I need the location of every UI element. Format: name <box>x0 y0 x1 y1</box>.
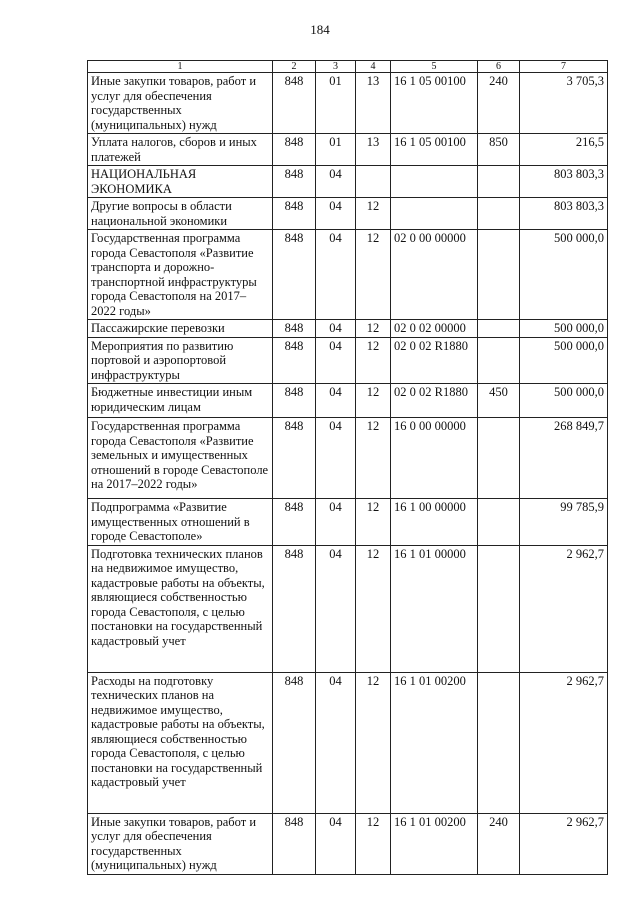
row-subsection-cell: 13 <box>356 134 391 166</box>
row-section-cell: 04 <box>316 418 356 499</box>
row-name-cell: Уплата налогов, сборов и иных платежей <box>88 134 273 166</box>
row-gr-code-cell: 848 <box>273 672 316 813</box>
row-name-cell: Государственная программа города Севастополя «Развитие земельных и имущественных отношений в городе Севастополе на 2017–2022 годы» <box>88 418 273 499</box>
row-target-article-cell <box>391 198 478 230</box>
row-name-cell: НАЦИОНАЛЬНАЯ ЭКОНОМИКА <box>88 166 273 198</box>
table-row <box>88 134 608 166</box>
row-subsection-cell: 12 <box>356 672 391 813</box>
row-expense-type-cell <box>478 320 520 338</box>
row-name-cell: Мероприятия по развитию портовой и аэропортовой инфраструктуры <box>88 337 273 384</box>
row-amount-cell: 2 962,7 <box>520 545 608 672</box>
row-target-article-cell: 02 0 02 R1880 <box>391 384 478 418</box>
row-target-article-cell: 16 1 01 00200 <box>391 813 478 874</box>
row-subsection-cell: 13 <box>356 73 391 134</box>
row-amount-cell: 803 803,3 <box>520 198 608 230</box>
table-row <box>88 166 608 198</box>
column-header: 4 <box>356 61 391 73</box>
table-row <box>88 384 608 418</box>
row-target-article-cell: 16 1 05 00100 <box>391 134 478 166</box>
row-expense-type-cell: 240 <box>478 73 520 134</box>
row-amount-cell: 2 962,7 <box>520 672 608 813</box>
column-header: 7 <box>520 61 608 73</box>
row-name-cell: Бюджетные инвестиции иным юридическим лицам <box>88 384 273 418</box>
table-row <box>88 499 608 546</box>
row-target-article-cell <box>391 166 478 198</box>
row-section-cell: 04 <box>316 230 356 320</box>
row-expense-type-cell <box>478 198 520 230</box>
row-expense-type-cell: 240 <box>478 813 520 874</box>
row-amount-cell: 2 962,7 <box>520 813 608 874</box>
table-row <box>88 320 608 338</box>
table-row <box>88 230 608 320</box>
row-section-cell: 01 <box>316 73 356 134</box>
row-gr-code-cell: 848 <box>273 320 316 338</box>
row-target-article-cell: 16 1 01 00200 <box>391 672 478 813</box>
column-header: 5 <box>391 61 478 73</box>
column-header: 2 <box>273 61 316 73</box>
row-target-article-cell: 02 0 02 00000 <box>391 320 478 338</box>
row-gr-code-cell: 848 <box>273 166 316 198</box>
row-amount-cell: 500 000,0 <box>520 320 608 338</box>
row-amount-cell: 3 705,3 <box>520 73 608 134</box>
row-gr-code-cell: 848 <box>273 73 316 134</box>
row-subsection-cell: 12 <box>356 545 391 672</box>
row-name-cell: Подготовка технических планов на недвижимое имущество, кадастровые работы на объекты, являющиеся собственностью города Севастополя, с целью постановки на государственный кадастровый учет <box>88 545 273 672</box>
row-gr-code-cell: 848 <box>273 499 316 546</box>
row-gr-code-cell: 848 <box>273 337 316 384</box>
table-row <box>88 73 608 134</box>
row-gr-code-cell: 848 <box>273 418 316 499</box>
row-amount-cell: 500 000,0 <box>520 230 608 320</box>
row-expense-type-cell <box>478 230 520 320</box>
column-header: 6 <box>478 61 520 73</box>
row-name-cell: Подпрограмма «Развитие имущественных отношений в городе Севастополе» <box>88 499 273 546</box>
row-subsection-cell: 12 <box>356 813 391 874</box>
row-amount-cell: 268 849,7 <box>520 418 608 499</box>
row-target-article-cell: 16 1 01 00000 <box>391 545 478 672</box>
row-name-cell: Расходы на подготовку технических планов на недвижимое имущество, кадастровые работы на объекты, являющиеся собственностью города Севастополя, с целью постановки на государственный кадастровый учет <box>88 672 273 813</box>
row-expense-type-cell <box>478 499 520 546</box>
row-name-cell: Иные закупки товаров, работ и услуг для обеспечения государственных (муниципальных) нужд <box>88 73 273 134</box>
row-section-cell: 04 <box>316 320 356 338</box>
row-target-article-cell: 02 0 00 00000 <box>391 230 478 320</box>
row-expense-type-cell: 450 <box>478 384 520 418</box>
row-section-cell: 04 <box>316 166 356 198</box>
row-amount-cell: 803 803,3 <box>520 166 608 198</box>
row-name-cell: Другие вопросы в области национальной экономики <box>88 198 273 230</box>
row-subsection-cell: 12 <box>356 337 391 384</box>
row-subsection-cell <box>356 166 391 198</box>
row-amount-cell: 99 785,9 <box>520 499 608 546</box>
row-subsection-cell: 12 <box>356 384 391 418</box>
row-gr-code-cell: 848 <box>273 384 316 418</box>
column-header: 3 <box>316 61 356 73</box>
row-amount-cell: 500 000,0 <box>520 337 608 384</box>
row-section-cell: 04 <box>316 545 356 672</box>
row-subsection-cell: 12 <box>356 230 391 320</box>
table-row <box>88 545 608 672</box>
row-gr-code-cell: 848 <box>273 545 316 672</box>
row-expense-type-cell <box>478 545 520 672</box>
table-row <box>88 672 608 813</box>
row-target-article-cell: 16 0 00 00000 <box>391 418 478 499</box>
row-section-cell: 01 <box>316 134 356 166</box>
table-row <box>88 198 608 230</box>
row-expense-type-cell <box>478 418 520 499</box>
row-amount-cell: 216,5 <box>520 134 608 166</box>
table-row <box>88 813 608 874</box>
row-section-cell: 04 <box>316 672 356 813</box>
row-amount-cell: 500 000,0 <box>520 384 608 418</box>
row-subsection-cell: 12 <box>356 198 391 230</box>
row-section-cell: 04 <box>316 337 356 384</box>
row-name-cell: Пассажирские перевозки <box>88 320 273 338</box>
table-header-row <box>88 61 608 73</box>
row-target-article-cell: 16 1 05 00100 <box>391 73 478 134</box>
table-row <box>88 418 608 499</box>
row-section-cell: 04 <box>316 198 356 230</box>
row-name-cell: Государственная программа города Севастополя «Развитие транспорта и дорожно-транспортной инфраструктуры города Севастополя на 2017–2022 годы» <box>88 230 273 320</box>
row-subsection-cell: 12 <box>356 499 391 546</box>
row-target-article-cell: 02 0 02 R1880 <box>391 337 478 384</box>
row-gr-code-cell: 848 <box>273 134 316 166</box>
row-subsection-cell: 12 <box>356 418 391 499</box>
column-header: 1 <box>88 61 273 73</box>
budget-table <box>87 60 608 875</box>
row-section-cell: 04 <box>316 499 356 546</box>
row-gr-code-cell: 848 <box>273 230 316 320</box>
row-name-cell: Иные закупки товаров, работ и услуг для обеспечения государственных (муниципальных) нужд <box>88 813 273 874</box>
table-row <box>88 337 608 384</box>
row-gr-code-cell: 848 <box>273 813 316 874</box>
row-expense-type-cell: 850 <box>478 134 520 166</box>
row-section-cell: 04 <box>316 813 356 874</box>
row-section-cell: 04 <box>316 384 356 418</box>
row-expense-type-cell <box>478 337 520 384</box>
row-expense-type-cell <box>478 672 520 813</box>
row-expense-type-cell <box>478 166 520 198</box>
row-gr-code-cell: 848 <box>273 198 316 230</box>
row-subsection-cell: 12 <box>356 320 391 338</box>
page-number: 184 <box>310 22 330 37</box>
row-target-article-cell: 16 1 00 00000 <box>391 499 478 546</box>
